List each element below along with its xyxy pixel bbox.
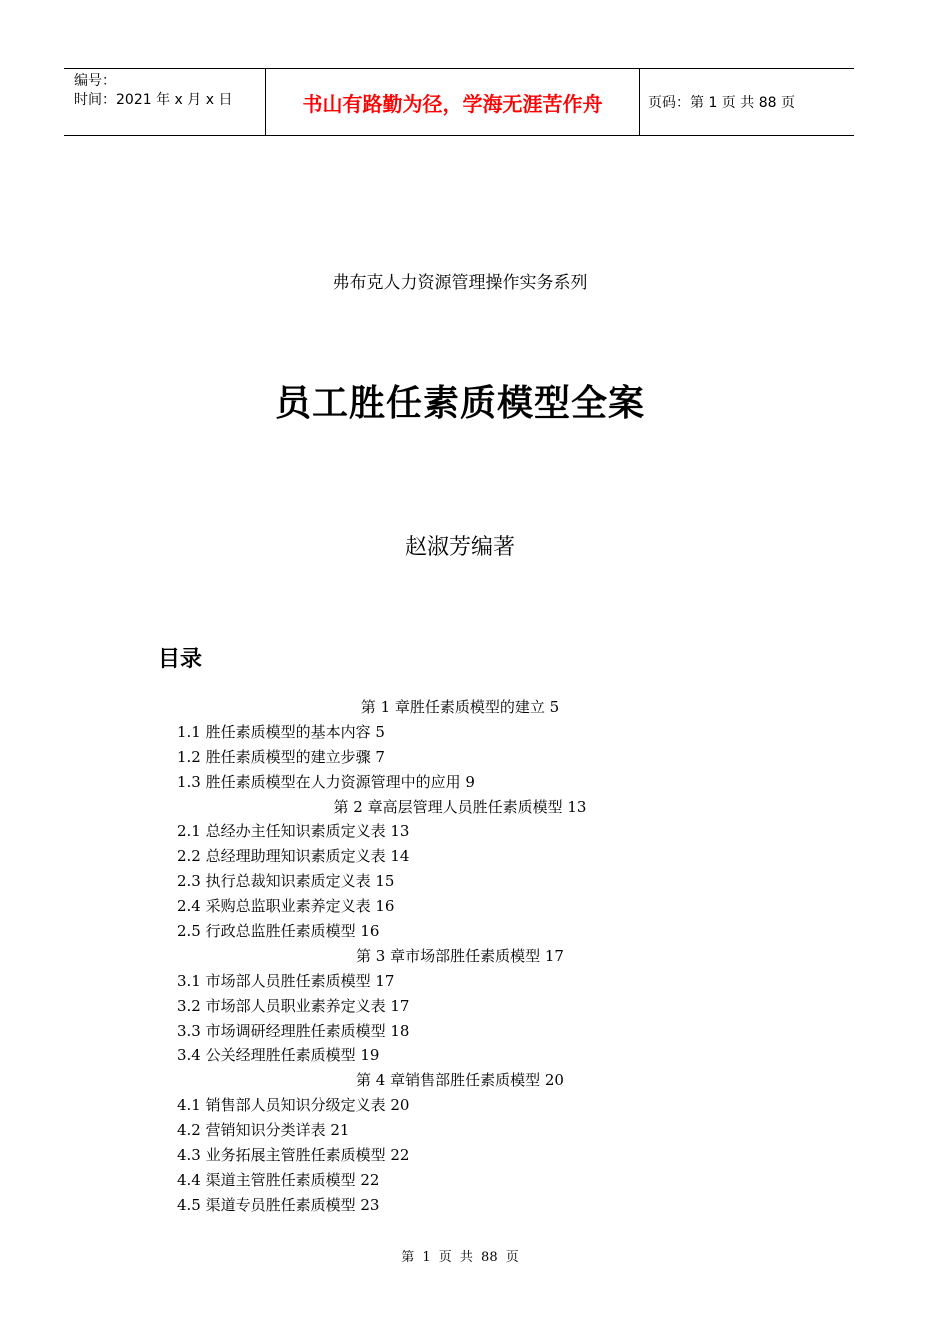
toc-chapter-entry[interactable]: 第 3 章市场部胜任素质模型 17 <box>356 946 564 965</box>
toc-chapter-entry[interactable]: 第 2 章高层管理人员胜任素质模型 13 <box>333 797 587 816</box>
header-meta-cell <box>64 69 266 135</box>
toc-section-entry[interactable]: 4.2 营销知识分类详表 21 <box>177 1121 350 1140</box>
toc-section-entry[interactable]: 4.1 销售部人员知识分级定义表 20 <box>177 1096 410 1115</box>
page-footer: 第 1 页 共 88 页 <box>401 1250 519 1265</box>
toc-section-entry[interactable]: 1.2 胜任素质模型的建立步骤 7 <box>177 747 385 766</box>
header-motto-cell <box>266 69 640 135</box>
motto-text: 书山有路勤为径，学海无涯苦作舟 <box>302 91 603 116</box>
series-name: 弗布克人力资源管理操作实务系列 <box>332 273 588 293</box>
toc-section-entry[interactable]: 1.1 胜任素质模型的基本内容 5 <box>177 722 385 741</box>
toc-section-entry[interactable]: 2.1 总经办主任知识素质定义表 13 <box>177 822 410 841</box>
toc-heading: 目录 <box>158 647 203 672</box>
toc-section-entry[interactable]: 4.4 渠道主管胜任素质模型 22 <box>177 1170 380 1189</box>
toc-section-entry[interactable]: 2.3 执行总裁知识素质定义表 15 <box>177 872 395 891</box>
toc-section-entry[interactable]: 3.4 公关经理胜任素质模型 19 <box>177 1046 380 1065</box>
toc-chapter-entry[interactable]: 第 1 章胜任素质模型的建立 5 <box>360 698 560 716</box>
toc-section-entry[interactable]: 2.5 行政总监胜任素质模型 16 <box>177 922 380 941</box>
toc-section-entry[interactable]: 1.3 胜任素质模型在人力资源管理中的应用 9 <box>177 772 475 791</box>
toc-section-entry[interactable]: 2.2 总经理助理知识素质定义表 14 <box>177 847 410 866</box>
toc-chapter-entry[interactable]: 第 4 章销售部胜任素质模型 20 <box>356 1071 564 1090</box>
header-table <box>64 68 854 136</box>
header-page-info: 页码：第 1 页 共 88 页 <box>648 95 795 111</box>
toc-section-entry[interactable]: 2.4 采购总监职业素养定义表 16 <box>177 897 395 916</box>
document-title: 员工胜任素质模型全案 <box>274 382 645 424</box>
author-line: 赵淑芳编著 <box>404 535 515 560</box>
header-page-cell <box>640 69 854 135</box>
serial-label: 编号： <box>74 73 116 89</box>
toc-section-entry[interactable]: 4.3 业务拓展主管胜任素质模型 22 <box>177 1146 410 1165</box>
toc-section-entry[interactable]: 3.1 市场部人员胜任素质模型 17 <box>177 971 395 990</box>
toc-section-entry[interactable]: 4.5 渠道专员胜任素质模型 23 <box>177 1195 380 1214</box>
toc-section-entry[interactable]: 3.2 市场部人员职业素养定义表 17 <box>177 996 410 1015</box>
time-label: 时间：2021 年 x 月 x 日 <box>74 92 233 108</box>
table-of-contents <box>0 695 920 1218</box>
toc-section-entry[interactable]: 3.3 市场调研经理胜任素质模型 18 <box>177 1021 410 1040</box>
